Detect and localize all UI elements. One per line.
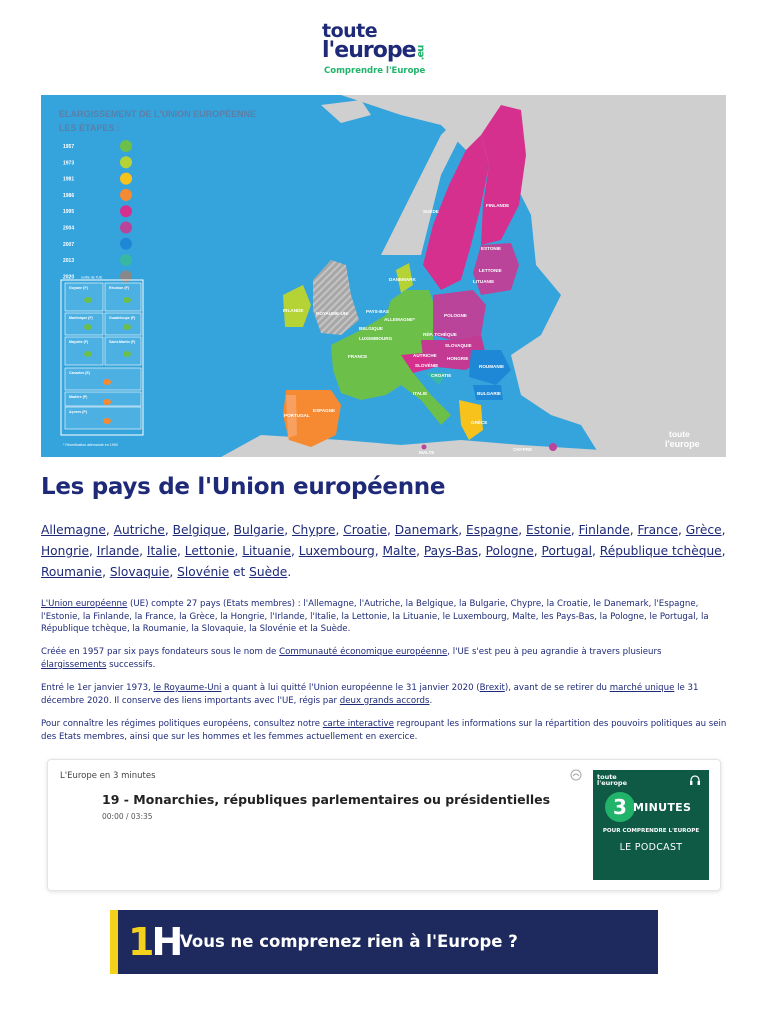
- country-link[interactable]: Roumanie: [41, 564, 103, 579]
- legend-year: 2020: [63, 274, 75, 281]
- logo-line2-text: l'europe: [322, 38, 416, 63]
- cover-minutes: MINUTES: [633, 801, 692, 814]
- map-land-iceland: [321, 100, 371, 123]
- country-link[interactable]: Slovaquie: [109, 564, 170, 579]
- map-label-suede: SUÈDE: [423, 209, 439, 214]
- overseas-territory: [123, 324, 131, 330]
- legend-swatch: [120, 156, 132, 168]
- country-link[interactable]: Pologne: [485, 543, 534, 558]
- link-marche-unique[interactable]: marché unique: [609, 683, 675, 693]
- country-link[interactable]: Belgique: [172, 523, 226, 537]
- overseas-label: Martinique (F): [69, 316, 93, 320]
- map-label-bulgarie: BULGARIE: [477, 391, 501, 396]
- page-title: Les pays de l'Union européenne: [41, 474, 446, 500]
- link-carte-interactive[interactable]: carte interactive: [322, 719, 394, 729]
- p3-text3: ), avant de se retirer du: [504, 683, 610, 693]
- map-label-luxembourg: LUXEMBOURG: [359, 336, 393, 341]
- country-link[interactable]: Finlande: [578, 523, 630, 537]
- p4-text1: Pour connaître les régimes politiques européens, consultez notre: [41, 719, 323, 729]
- cover-logo: [597, 774, 627, 786]
- map-label-grece: GRÈCE: [471, 420, 488, 425]
- overseas-territory: [84, 297, 92, 303]
- paragraph-eu-members: [41, 598, 729, 636]
- country-link[interactable]: République tchèque: [599, 543, 722, 558]
- legend-year: 1995: [63, 209, 75, 216]
- map-label-lituanie: LITUANIE: [473, 279, 495, 284]
- country-link[interactable]: Allemagne: [41, 523, 106, 537]
- podcast-cover[interactable]: [593, 770, 709, 880]
- map-label-slovaquie: SLOVAQUIE: [445, 343, 472, 348]
- p3-text2: a quant à lui quitté l'Union européenne le 31 janvier 2020 (: [221, 683, 480, 693]
- legend-year: 2007: [63, 241, 75, 248]
- country-link[interactable]: Espagne: [466, 523, 519, 537]
- banner-1h-logo: [128, 920, 180, 964]
- country-link[interactable]: Croatie: [343, 523, 388, 537]
- podcast-source[interactable]: L'Europe en 3 minutes: [60, 771, 156, 781]
- map-ireland: [283, 285, 311, 327]
- country-link[interactable]: Autriche: [113, 523, 165, 537]
- p2-text1: Créée en 1957 par six pays fondateurs sous le nom de: [41, 647, 280, 657]
- map-label-pays-bas: PAYS-BAS: [366, 309, 389, 314]
- link-elargissements[interactable]: élargissements: [41, 659, 107, 670]
- country-link-list: Allemagne, Autriche, Belgique, Bulgarie, Chypre, Croatie, Danemark, Espagne, Estonie, Finlande, France, Grèce, Hongrie, Irlande, Italie, Lettonie, Lituanie, Luxembourg, Malte, Pays-Bas, Pologne, Portugal, République tchèque, Roumanie, Slovaquie, Slovénie et Suède.: [41, 523, 726, 579]
- country-link[interactable]: Pays-Bas: [423, 543, 478, 558]
- legend-swatch: [120, 173, 132, 185]
- map-finland: [481, 105, 526, 245]
- map-malta: [422, 445, 427, 450]
- map-legend-title: ELARGISSEMENT DE L'UNION EUROPÉENNE: [59, 109, 257, 119]
- p1-text: (UE) compte 27 pays (Etats membres) : l'Allemagne, l'Autriche, la Belgique, la Bulgarie, Chypre, la Croatie, le Danemark, l'Espagne, l'Estonie, la Finlande, la France, la Grèce, la Hongrie, l'Irlande, l'Italie, la Lettonie, la Lituanie, le Luxembourg, Malte, les Pays-Bas, la Pologne, le Portugal, la République tchèque, la Roumanie, la Slovaquie, la Slovénie et la Suède.: [41, 599, 709, 635]
- p3-text1: Entré le 1er janvier 1973,: [41, 683, 154, 693]
- overseas-territory: [123, 351, 131, 357]
- overseas-territory: [103, 418, 111, 424]
- country-link[interactable]: Slovénie: [177, 564, 230, 579]
- country-link[interactable]: Lettonie: [184, 543, 235, 558]
- map-label-belgique: BELGIQUE: [359, 326, 383, 331]
- country-link[interactable]: France: [637, 523, 678, 537]
- overseas-label: Guadeloupe (F): [109, 316, 136, 320]
- map-label-autriche: AUTRICHE: [413, 353, 437, 358]
- overseas-label: Saint-Martin (F): [109, 340, 136, 344]
- podcast-time: 00:00 / 03:35: [102, 812, 153, 821]
- legend-swatch: [120, 222, 132, 234]
- link-brexit[interactable]: Brexit: [479, 683, 505, 693]
- paragraph-brexit: [41, 682, 729, 707]
- country-link[interactable]: Estonie: [526, 523, 571, 537]
- map-label-roumanie: ROUMANIE: [479, 364, 505, 369]
- banner-text: Vous ne comprenez rien à l'Europe ?: [180, 932, 518, 951]
- legend-swatch: [120, 238, 132, 250]
- paragraph-history: [41, 646, 729, 671]
- banner-logo-2: H: [151, 920, 181, 964]
- map-label-rep-tcheque: RÉP. TCHÈQUE: [423, 332, 457, 337]
- cover-subtitle: POUR COMPRENDRE L'EUROPE: [602, 828, 700, 834]
- eu-enlargement-map: [41, 95, 726, 457]
- overseas-territory: [84, 324, 92, 330]
- map-label-malte: MALTE: [419, 450, 435, 455]
- logo-line1: toute: [322, 20, 378, 42]
- country-link[interactable]: Irlande: [96, 543, 140, 558]
- map-uk: [313, 260, 359, 335]
- map-label-irlande: IRLANDE: [283, 308, 304, 313]
- map-label-estonie: ESTONIE: [481, 246, 502, 251]
- country-link[interactable]: Chypre: [292, 523, 336, 537]
- map-label-espagne: ESPAGNE: [313, 408, 336, 413]
- p4-text2: regroupant les informations sur la répartition des pouvoirs politiques au sein des Etats membres, ainsi que sur les hommes et les femmes actuellement en exercice.: [41, 719, 727, 742]
- link-royaume-uni[interactable]: le Royaume-Uni: [153, 683, 222, 693]
- legend-year: 2004: [63, 225, 75, 232]
- banner-logo-1: 1: [128, 920, 152, 964]
- map-legend: [63, 140, 132, 282]
- logo-line2: [322, 38, 452, 65]
- link-deux-accords[interactable]: deux grands accords: [339, 695, 430, 706]
- map-label-slovenie: SLOVÉNIE: [415, 363, 439, 368]
- legend-swatch: [120, 254, 132, 266]
- country-link[interactable]: Luxembourg: [298, 543, 375, 558]
- p3-text5: .: [429, 695, 433, 706]
- map-label-finlande: FINLANDE: [486, 203, 510, 208]
- country-link[interactable]: Bulgarie: [233, 523, 285, 537]
- overseas-territory: [103, 399, 111, 405]
- legend-year: 2013: [63, 258, 75, 265]
- overseas-territory: [84, 351, 92, 357]
- country-link[interactable]: Italie: [146, 543, 178, 558]
- map-label-pologne: POLOGNE: [444, 313, 467, 318]
- country-link[interactable]: Portugal: [541, 543, 593, 558]
- map-label-france: FRANCE: [348, 354, 368, 359]
- link-union-europeenne[interactable]: L'Union européenne: [41, 599, 128, 609]
- paragraph-regimes: [41, 718, 729, 743]
- legend-2020-note: sortie de l'UE: [81, 275, 103, 280]
- p3-text4: le 31 décembre 2020. Il conserve des liens importants avec l'UE, régis par: [41, 683, 699, 706]
- overseas-label: Açores (P): [69, 410, 87, 414]
- legend-year: 1986: [63, 192, 75, 199]
- legend-swatch: [120, 189, 132, 201]
- map-land-africa: [221, 435, 601, 457]
- map-label-italie: ITALIE: [413, 391, 428, 396]
- legend-year: 1981: [63, 176, 75, 183]
- map-cyprus: [549, 443, 557, 451]
- overseas-label: Mayotte (F): [69, 340, 89, 344]
- country-link[interactable]: Malte: [382, 543, 417, 558]
- legend-swatch: [120, 140, 132, 152]
- overseas-label: Guyane (F): [69, 286, 88, 290]
- cover-logo-line1: toute: [597, 773, 617, 781]
- map-label-lettonie: LETTONIE: [479, 268, 502, 273]
- legend-year: 1957: [63, 144, 75, 150]
- overseas-label: Madère (P): [69, 395, 88, 399]
- cover-number: 3: [605, 792, 635, 822]
- site-logo[interactable]: [322, 22, 452, 82]
- map-label-chypre: CHYPRE: [513, 447, 533, 452]
- banner-stripe: [110, 910, 118, 974]
- legend-swatch: [120, 270, 132, 282]
- headphones-icon: [689, 774, 701, 786]
- promo-banner[interactable]: [110, 910, 658, 974]
- link-cee[interactable]: Communauté économique européenne: [279, 647, 448, 657]
- map-watermark-line1: toute: [669, 429, 690, 439]
- country-link[interactable]: Lituanie: [242, 543, 291, 558]
- map-label-allemagne: ALLEMAGNE*: [384, 317, 415, 322]
- podcast-player[interactable]: [47, 759, 721, 891]
- map-label-croatie: CROATIE: [431, 373, 452, 378]
- cover-logo-line2: l'europe: [597, 779, 627, 787]
- map-label-royaume-uni: ROYAUME-UNI: [316, 311, 349, 316]
- map-label-danemark: DANEMARK: [389, 277, 416, 282]
- p2-text2: , l'UE s'est peu à peu agrandie à travers plusieurs: [447, 647, 662, 657]
- p2-text3: successifs.: [106, 659, 156, 670]
- country-list-separator: et: [229, 564, 250, 579]
- overseas-label: Canaries (E): [69, 371, 90, 375]
- map-watermark-line2: l'europe: [665, 439, 700, 449]
- legend-swatch: [120, 205, 132, 217]
- podcast-episode-title: 19 - Monarchies, républiques parlementaires ou présidentielles: [102, 792, 551, 807]
- legend-year: 1973: [63, 160, 75, 167]
- overseas-territory: [103, 379, 111, 385]
- country-link[interactable]: Grèce: [685, 523, 722, 537]
- cover-podcast-label: LE PODCAST: [619, 842, 683, 853]
- podcast-share-icon[interactable]: [570, 769, 582, 781]
- map-overseas-inset: [61, 280, 143, 435]
- site-tagline: Comprendre l'Europe: [324, 66, 426, 76]
- map-footnote: * Réunification allemande en 1990: [63, 443, 118, 447]
- map-legend-subtitle: LES ÉTAPES :: [59, 123, 120, 133]
- map-label-hongrie: HONGRIE: [447, 356, 469, 361]
- overseas-label: Réunion (F): [109, 286, 129, 290]
- country-link[interactable]: Hongrie: [41, 543, 89, 558]
- overseas-territory: [123, 297, 131, 303]
- country-link[interactable]: Suède: [249, 564, 288, 579]
- country-link[interactable]: Danemark: [394, 523, 459, 537]
- map-label-portugal: PORTUGAL: [284, 413, 310, 418]
- logo-suffix: .eu: [414, 45, 426, 61]
